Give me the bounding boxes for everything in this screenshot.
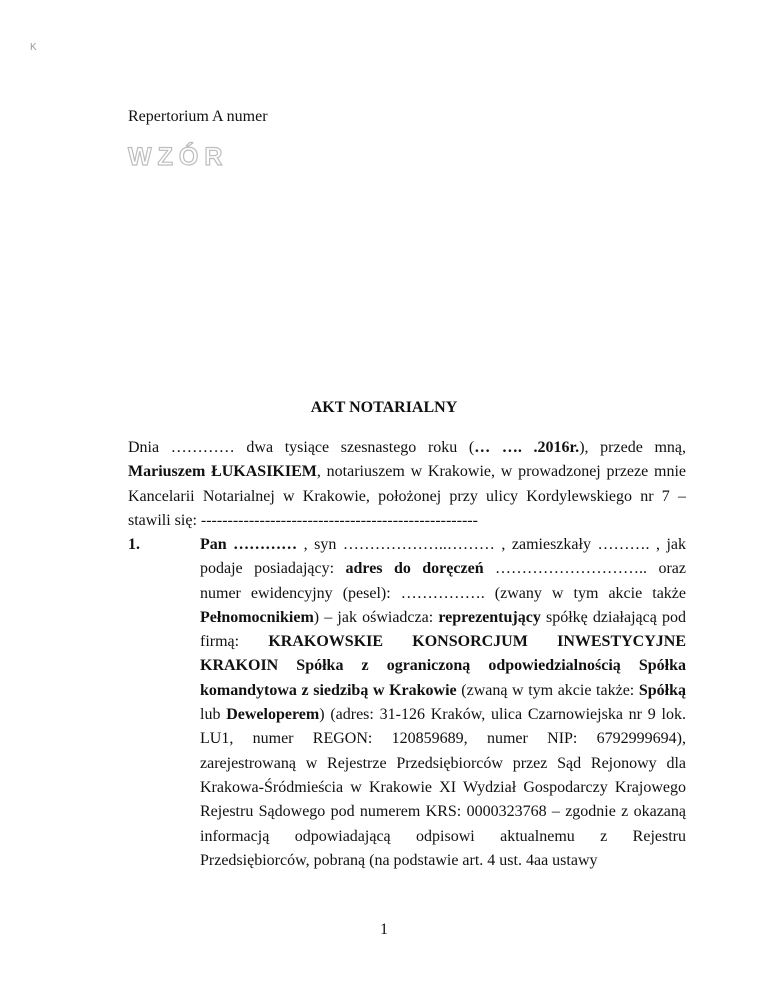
corner-mark: K [30,42,37,53]
repertorium-label: Repertorium A numer [128,108,268,125]
point-text-4: spółkę działającą pod firmą: [200,608,687,651]
point-text-3: ) – jak oświadcza: [313,608,439,626]
point-text-5: (zwaną w tym akcie także: [456,681,639,699]
address-label: adres do doręczeń [345,560,484,578]
pelnomocnik-label: Pełnomocnikiem [200,608,314,626]
intro-text-2: ), przede mną, [579,439,686,456]
page-number: 1 [380,921,388,938]
spolka-label: Spółką [638,681,687,699]
point-text-6: lub [200,706,227,724]
point-text-1: , syn ………………..……… , zamieszkały ………. , jak podaje posiadający: [200,536,687,578]
intro-date-bold: … …. .2016r. [474,439,580,456]
point-text-7: ) (adres: 31-126 Kraków, ulica Czarnowiejska nr 9 lok. LU1, numer REGON: 120859689, numer NIP: 6792999694), zarejestrowaną w Rejestrze Przedsiębiorców przez Sąd Rejonowy dla Krakowa-Śródmieścia w Krakowie XI Wydział Gospodarczy Krajowego Rejestru Sądowego pod numerem KRS: 0000323768 – zgodnie z okazaną informacją odpowiadającą odpisowi aktualnemu z Rejestru Przedsiębiorców, pobraną (na podstawie art. 4 ust. 4aa ustawy [200,706,686,869]
company-name: KRAKOWSKIE KONSORCJUM INWESTYCYJNE KRAKOIN Spółka z ograniczoną odpowiedzialnością Spółka komandytowa z siedzibą w Krakowie [200,633,686,699]
intro-paragraph [128,436,686,533]
intro-date-text: Dnia ………… dwa tysiące szesnastego roku ( [128,439,475,456]
intro-text-3: , notariuszem w Krakowie, w prowadzonej przeze mnie Kancelarii Notarialnej w Krakowie, położonej przy ulicy Kordylewskiego nr 7 – stawili się: ---------------------------------------------------- [128,463,686,529]
point-text-2: ……………………….. oraz numer ewidencyjny (pesel): ……………. (zwany w tym akcie także [200,560,686,602]
document-title: AKT NOTARIALNY [310,399,458,416]
person-name: Pan ………… [200,536,298,553]
watermark-wzor: WZÓR [128,143,229,171]
notary-name: Mariuszem ŁUKASIKIEM [128,463,317,481]
point-number: 1. [128,536,140,553]
point-1-body [200,533,686,873]
reprezentujacy-label: reprezentujący [438,608,541,626]
deweloper-label: Deweloperem [226,706,320,724]
